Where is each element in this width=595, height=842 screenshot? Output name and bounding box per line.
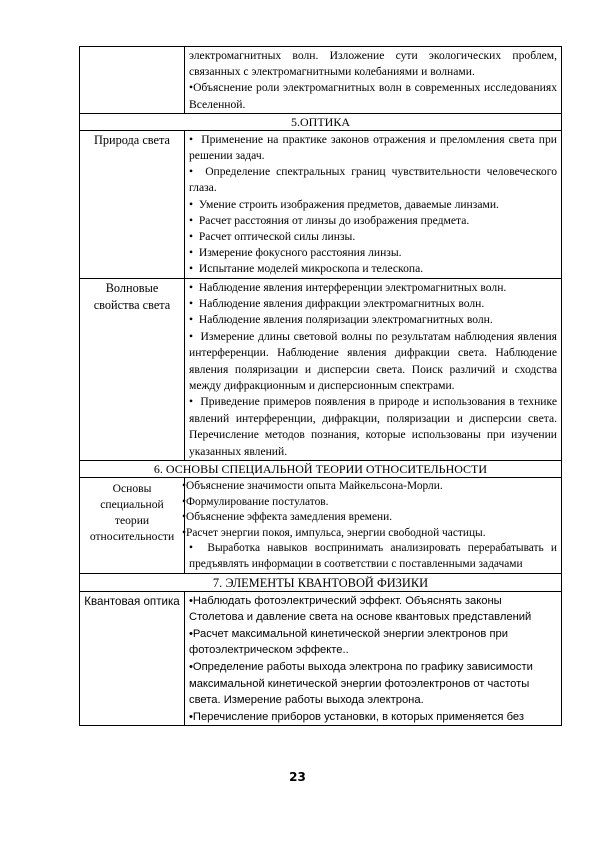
topic-cell: Основы специальной теории относительности bbox=[80, 478, 185, 574]
list-item: • Расчет расстояния от линзы до изображения предмета. bbox=[189, 213, 557, 229]
topic-cell: Природа света bbox=[80, 130, 185, 278]
list-item: • Умение строить изображения предметов, даваемые линзами. bbox=[189, 197, 557, 213]
list-item: • Наблюдение явления интерференции электромагнитных волн. bbox=[189, 280, 557, 296]
list-item: • Расчет энергии покоя, импульса, энергии свободной частицы. bbox=[182, 526, 557, 542]
section-title: 5.ОПТИКА bbox=[80, 113, 562, 130]
list-item: • Формулирование постулатов. bbox=[182, 495, 557, 511]
list-item: • Объяснение роли электромагнитных волн в современных исследованиях Вселенной. bbox=[189, 80, 557, 112]
section-header-row bbox=[80, 573, 562, 591]
curriculum-table bbox=[79, 46, 562, 726]
list-item: • Объяснение эффекта замедления времени. bbox=[182, 510, 557, 526]
list-item: • Выработка навыков воспринимать анализировать перерабатывать и предъявлять информации в соответствии с поставленными задачами bbox=[189, 541, 557, 572]
list-item: • Объяснение значимости опыта Майкельсона-Морли. bbox=[182, 479, 557, 495]
list-item: • Измерение фокусного расстояния линзы. bbox=[189, 245, 557, 261]
section-header-row bbox=[80, 113, 562, 130]
section-header-row bbox=[80, 461, 562, 478]
list-item: • Применение на практике законов отражения и преломления света при решении задач. bbox=[189, 132, 557, 164]
list-item: • Испытание моделей микроскопа и телескопа. bbox=[189, 261, 557, 277]
activities-cell bbox=[185, 278, 562, 460]
list-item: • Определение работы выхода электрона по графику зависимости максимальной кинетической энергии фотоэлектронов от частоты света. Измерение работы выхода электрона. bbox=[189, 659, 557, 709]
section-title: 7. ЭЛЕМЕНТЫ КВАНТОВОЙ ФИЗИКИ bbox=[80, 573, 562, 591]
list-item: • Определение спектральных границ чувствительности человеческого глаза. bbox=[189, 164, 557, 196]
list-item: • Наблюдать фотоэлектрический эффект. Объяснять законы Столетова и давление света на основе квантовых представлений bbox=[189, 593, 557, 626]
table-row bbox=[80, 47, 562, 114]
topic-cell bbox=[80, 47, 185, 114]
list-item: • Расчет максимальной кинетической энергии электронов при фотоэлектрическом эффекте.. bbox=[189, 626, 557, 659]
list-item: • Наблюдение явления поляризации электромагнитных волн. bbox=[189, 312, 557, 328]
activities-cell bbox=[185, 47, 562, 114]
table-row bbox=[80, 591, 562, 726]
list-item: • Наблюдение явления дифракции электромагнитных волн. bbox=[189, 296, 557, 312]
table-row bbox=[80, 130, 562, 278]
activities-cell bbox=[185, 591, 562, 726]
topic-cell: Волновые свойства света bbox=[80, 278, 185, 460]
list-item: • Расчет оптической силы линзы. bbox=[189, 229, 557, 245]
page-number: 23 bbox=[289, 770, 306, 784]
activities-cell bbox=[185, 478, 562, 574]
list-item: • Приведение примеров появления в природе и использования в технике явлений интерференции, дифракции, поляризации и дисперсии света. Перечисление методов познания, которые использованы при изучении указанных явлений. bbox=[189, 394, 557, 460]
topic-cell: Квантовая оптика bbox=[80, 591, 185, 726]
list-item: • Перечисление приборов установки, в которых применяется без bbox=[189, 709, 557, 726]
table-row bbox=[80, 278, 562, 460]
list-item: электромагнитных волн. Изложение сути экологических проблем, связанных с электромагнитными колебаниями и волнами. bbox=[189, 49, 557, 79]
activities-cell bbox=[185, 130, 562, 278]
table-row bbox=[80, 478, 562, 574]
list-item: • Измерение длины световой волны по результатам наблюдения явления интерференции. Наблюдение явления дифракции света. Наблюдение явления поляризации и дисперсии света. Поиск различий и сходства между дифракционным и дисперсионным спектрами. bbox=[189, 329, 557, 395]
section-title: 6. ОСНОВЫ СПЕЦИАЛЬНОЙ ТЕОРИИ ОТНОСИТЕЛЬНОСТИ bbox=[80, 461, 562, 478]
